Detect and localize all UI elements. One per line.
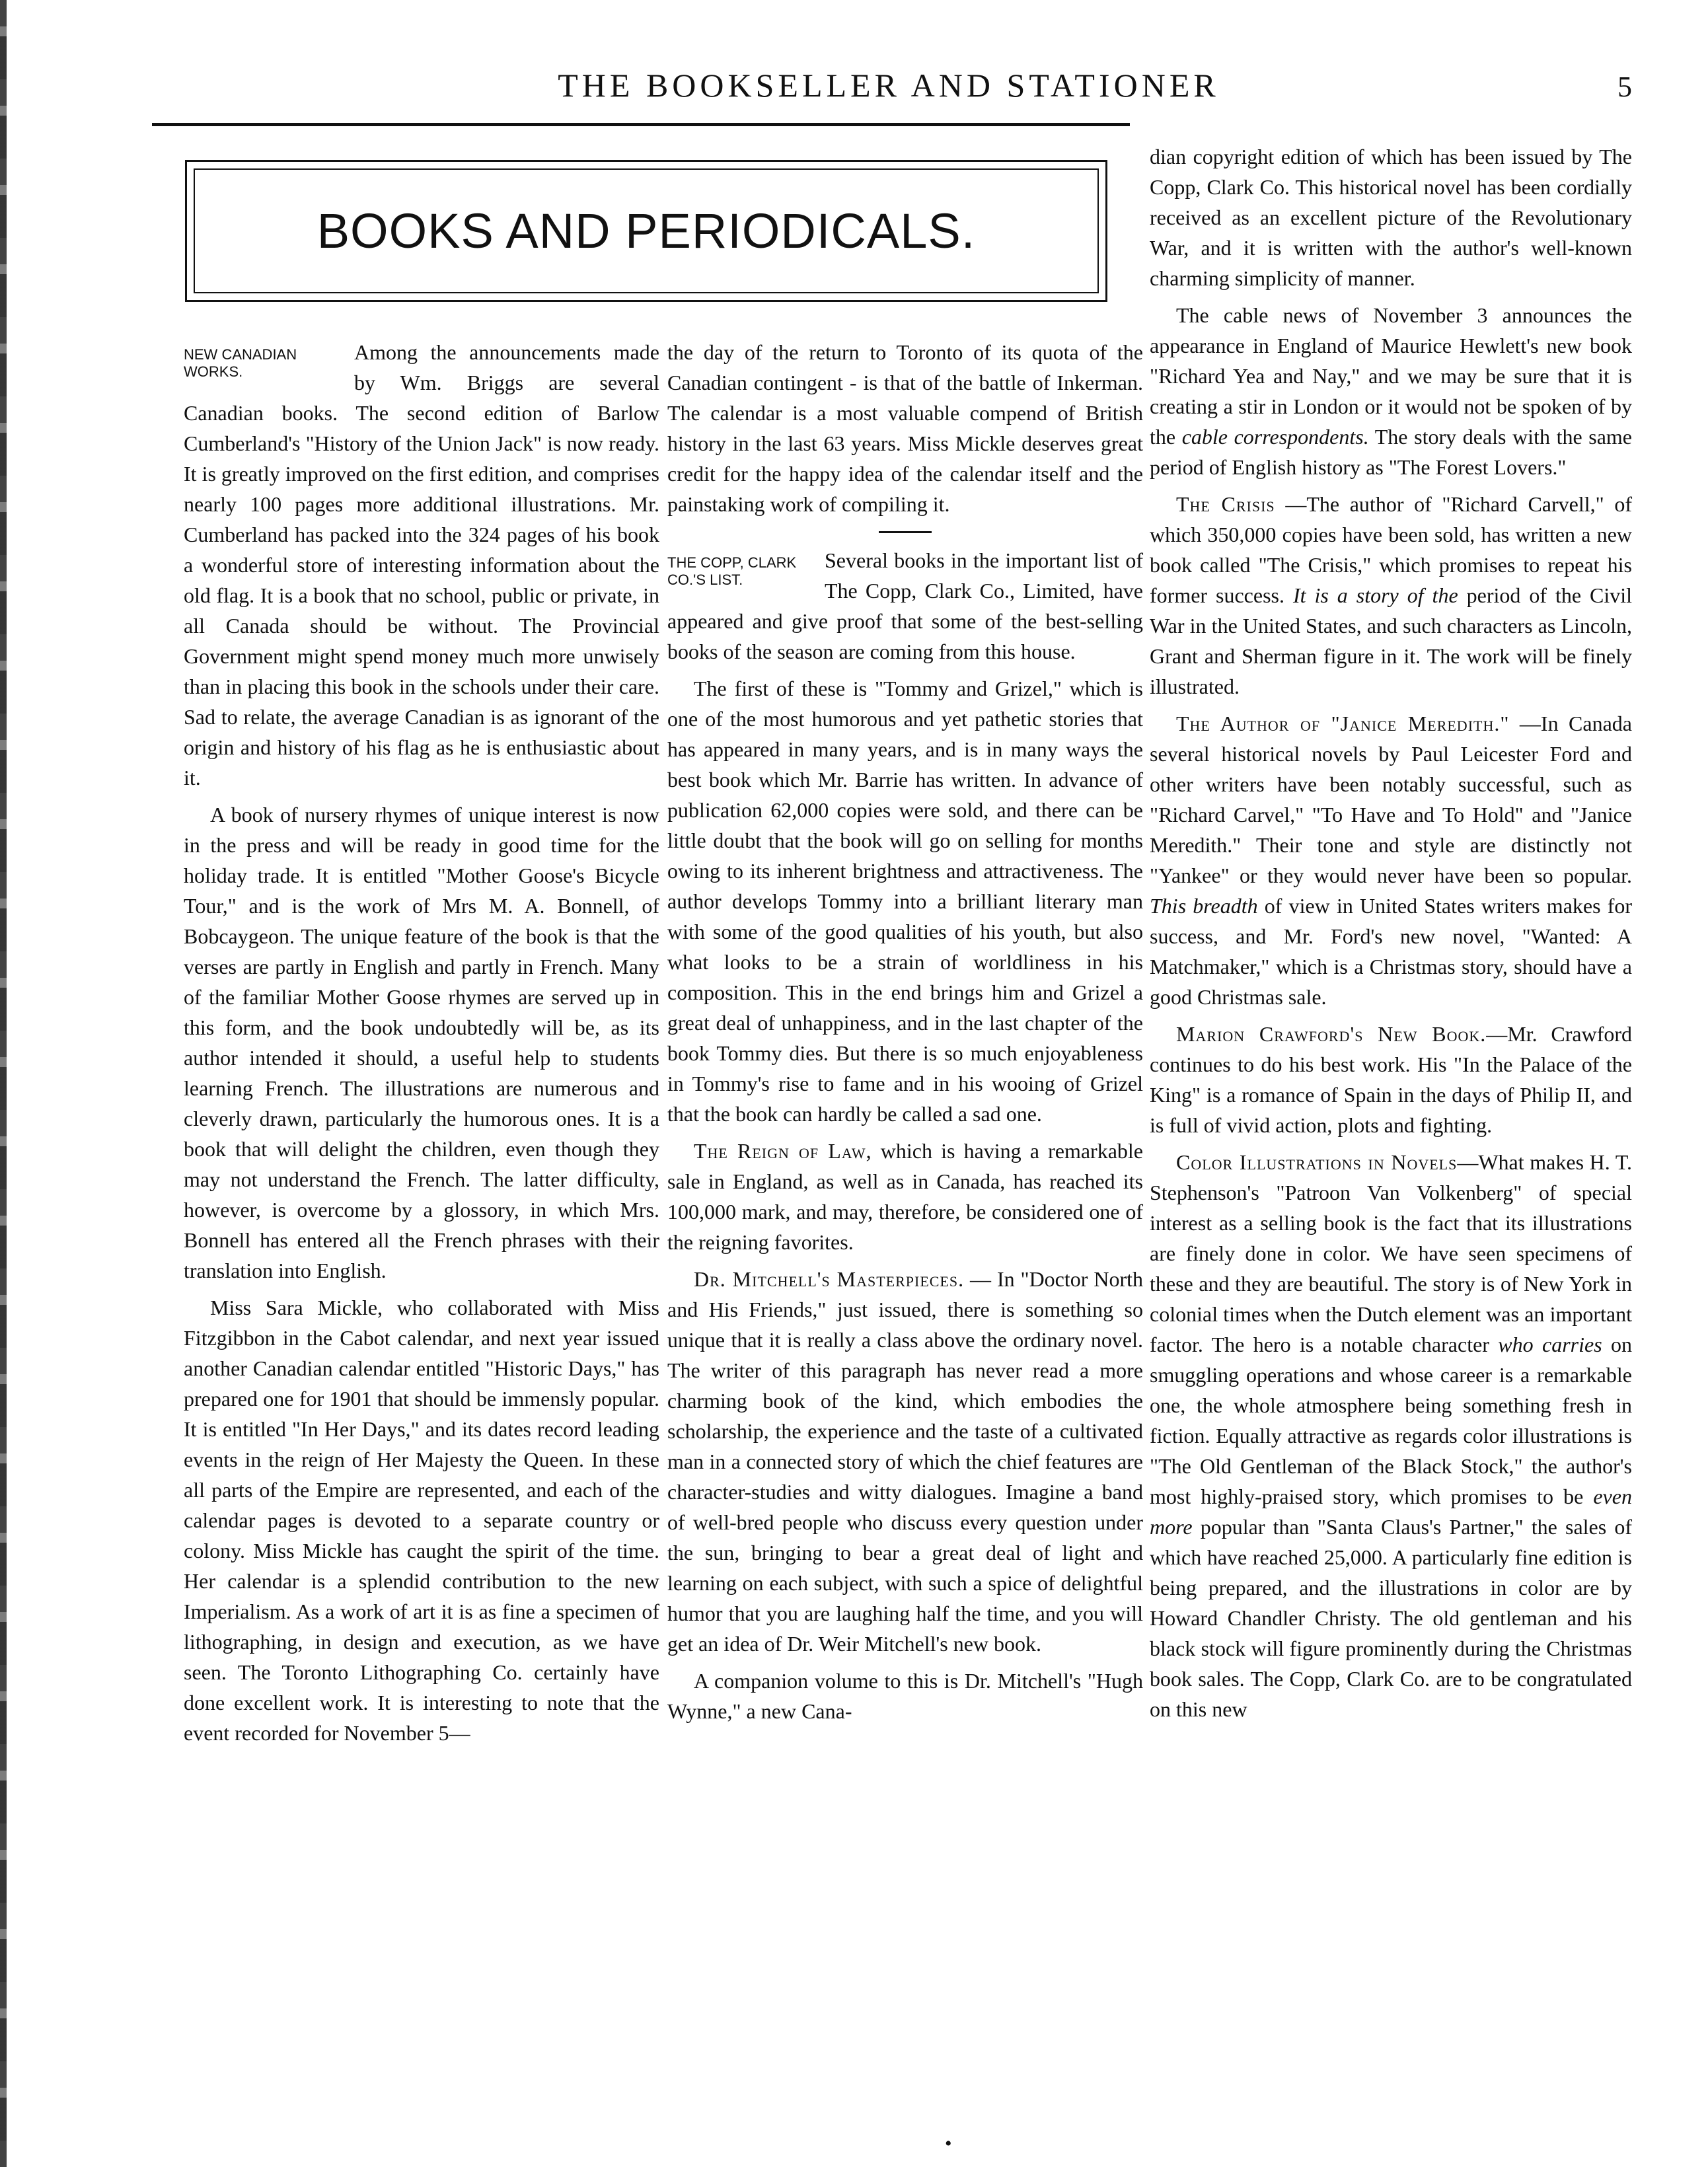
paragraph-lead: Color Illustrations in Novels	[1176, 1150, 1458, 1174]
section-title-box	[185, 160, 1107, 302]
paragraph	[1150, 300, 1632, 482]
paragraph	[667, 1264, 1143, 1659]
header-rule	[152, 123, 1130, 126]
column-2	[667, 337, 1143, 1733]
paragraph-text: of view in United States writers makes for success, and Mr. Ford's new novel, "Wanted: A Matchmaker," which is a Christmas story, should have a good Christmas sale.	[1150, 894, 1633, 1009]
paragraph-italic: It is a story of the	[1292, 583, 1458, 607]
paragraph-lead: The Crisis	[1176, 492, 1275, 516]
section-title-frame	[194, 168, 1099, 293]
paragraph-italic: cable correspondents.	[1181, 425, 1369, 449]
page-mark: •	[945, 2133, 952, 2154]
paragraph-italic: This breadth	[1150, 894, 1258, 918]
paragraph-text: on smuggling operations and whose career is a remarkable one, the whole atmosphere being something fresh in fiction. Equally attractive as regards color illustrations is "The Old Gentleman of the Black Stock," the author's most highly-praised story, which promises to be	[1150, 1333, 1633, 1508]
paragraph-text: —Mr. Crawford continues to do his best work. His "In the Palace of the King" is a romance of Spain in the days of Philip II, and is full of vivid action, plots and fighting.	[1150, 1022, 1632, 1137]
paragraph	[1150, 1147, 1632, 1724]
paragraph-lead: The Reign of Law,	[694, 1139, 872, 1163]
column-1	[184, 337, 659, 1755]
paragraph	[667, 1136, 1143, 1257]
paragraph: Miss Sara Mickle, who collaborated with Miss Fitzgibbon in the Cabot calendar, and next year issued another Canadian calendar entitled "Historic Days," has prepared one for 1901 that should be immensly popular. It is entitled "In Her Days," and its dates record leading events in the reign of Her Majesty the Queen. In these all parts of the Empire are represented, and each of the calendar pages is devoted to a separate country or colony. Miss Mickle has caught the spirit of the time. Her calendar is a splendid contribution to the new Imperialism. As a work of art it is as fine a specimen of lithographing, in design and execution, as we have seen. The Toronto Lithographing Co. certainly have done excellent work. It is interesting to note that the event recorded for November 5—	[184, 1296, 659, 1745]
paragraph-text: — In "Doctor North and His Friends," just issued, there is something so unique that it is really a class above the ordinary novel. The writer of this paragraph has never read a more charming book of the kind, which embodies the scholarship, the experience and the taste of a cultivated man in a connected story of which the chief features are character-studies and witty dialogues. Imagine a band of well-bred people who discuss every question under the sun, bringing to bear a great deal of light and learning on each subject, with such a spice of delightful humor that you are laughing half the time, and you will get an idea of Dr. Weir Mitchell's new book.	[667, 1267, 1143, 1656]
paragraph: Several books in the important list of The Copp, Clark Co., Limited, have appeared and give proof that some of the best-selling books of the season are coming from this house.	[667, 548, 1143, 663]
separator-rule	[879, 531, 932, 533]
paragraph: A companion volume to this is Dr. Mitchell's "Hugh Wynne," a new Cana-	[667, 1669, 1143, 1723]
page-header	[152, 66, 1632, 119]
paragraph-italic: even more	[1150, 1485, 1632, 1539]
paragraph-text: The cable news of November 3 announces the appearance in England of Maurice Hewlett's new book "Richard Yea and Nay," and we may be sure that it is creating a stir in London or it would not be spoken of by the	[1150, 303, 1632, 449]
paragraph	[1150, 708, 1632, 1012]
paragraph: dian copyright edition of which has been issued by The Copp, Clark Co. This historical novel has been cordially received as an excellent picture of the Revolutionary War, and it is written with the author's well-known charming simplicity of manner.	[1150, 145, 1632, 290]
paragraph-text: —The author of "Richard Carvell," of which 350,000 copies have been sold, has written a new book called "The Crisis," which promises to repeat his former success.	[1150, 492, 1633, 607]
column-3	[1150, 141, 1632, 1731]
paragraph-lead: Marion Crawford's New Book.	[1176, 1022, 1487, 1046]
page-number: 5	[1617, 71, 1632, 103]
paragraph: Among the announcements made by Wm. Briggs are several Canadian books. The second edition of Barlow Cumberland's "History of the Union Jack" is now ready. It is greatly improved on the first edition, and comprises nearly 100 pages more additional illustrations. Mr. Cumberland has packed into the 324 pages of his book a wonderful store of interesting information about the old flag. It is a book that no school, public or private, in all Canada should be without. The Provincial Government might spend money much more unwisely than in placing this book in the schools under their care. Sad to relate, the average Canadian is as ignorant of the origin and history of his flag as he is enthusiastic about it.	[184, 340, 659, 790]
section-title: BOOKS AND PERIODICALS.	[316, 203, 976, 258]
paragraph-text: —In Canada several historical novels by Paul Leicester Ford and other writers have been notably successful, such as "Richard Carvel," "To Have and To Hold" and "Janice Meredith." Their tone and style are distinctly not "Yankee" or they would never have been so popular.	[1150, 712, 1633, 887]
paragraph-italic: who carries	[1498, 1333, 1602, 1356]
scan-edge	[0, 0, 7, 2167]
paragraph-text: The story deals with the same period of English history as "The Forest Lovers."	[1150, 425, 1633, 479]
paragraph-text: period of the Civil War in the United States, and such characters as Lincoln, Grant and Sherman figure in it. The work will be finely illustrated.	[1150, 583, 1633, 698]
sidehead-copp-clark-list: THE COPP, CLARK CO.'S LIST.	[667, 554, 797, 588]
paragraph	[1150, 1019, 1632, 1140]
paragraph-lead: The Author of "Janice Meredith."	[1176, 712, 1510, 735]
paragraph-text: —What makes H. T. Stephenson's "Patroon Van Volkenberg" of special interest as a selling book is the fact that its illustrations are finely done in color. We have seen specimens of these and they are beautiful. The story is of New York in colonial times when the Dutch element was an important factor. The hero is a notable character	[1150, 1150, 1633, 1356]
paragraph: the day of the return to Toronto of its quota of the Canadian contingent - is that of the battle of Inkerman. The calendar is a most valuable compend of British history in the last 63 years. Miss Mickle deserves great credit for the happy idea of the calendar itself and the painstaking work of compiling it.	[667, 340, 1143, 516]
paragraph: A book of nursery rhymes of unique interest is now in the press and will be ready in good time for the holiday trade. It is entitled "Mother Goose's Bicycle Tour," and is the work of Mrs M. A. Bonnell, of Bobcaygeon. The unique feature of the book is that the verses are partly in English and partly in French. Many of the familiar Mother Goose rhymes are served up in this form, and the book undoubtedly will be, as its author intended it should, a useful help to students learning French. The illustrations are numerous and cleverly drawn, particularly the humorous ones. It is a book that will delight the children, even though they may not understand the French. The latter difficulty, however, is overcome by a glossory, in which Mrs. Bonnell has entered all the French phrases with their translation into English.	[184, 803, 659, 1282]
running-title: THE BOOKSELLER AND STATIONER	[558, 67, 1220, 104]
paragraph-lead: Dr. Mitchell's Masterpieces.	[694, 1267, 965, 1291]
paragraph-text: popular than "Santa Claus's Partner," the sales of which have reached 25,000. A particularly fine edition is being prepared, and the illustrations in color are by Howard Chandler Christy. The old gentleman and his black stock will figure prominently during the Christmas book sales. The Copp, Clark Co. are to be congratulated on this new	[1150, 1515, 1632, 1721]
paragraph-text: which is having a remarkable sale in England, as well as in Canada, has reached its 100,000 mark, and may, therefore, be considered one of the reigning favorites.	[667, 1139, 1143, 1254]
paragraph	[1150, 489, 1632, 702]
sidehead-new-canadian-works: NEW CANADIAN WORKS.	[184, 346, 297, 380]
paragraph: The first of these is "Tommy and Grizel," which is one of the most humorous and yet pathetic stories that has appeared in many years, and is in many ways the best book which Mr. Barrie has written. In advance of publication 62,000 copies were sold, and there can be little doubt that the book will go on selling for months owing to its inherent brightness and attractiveness. The author develops Tommy into a brilliant literary man with some of the good qualities of his youth, but also what looks to be a strain of worldliness in his composition. This in the end brings him and Grizel a great deal of unhappiness, and in the last chapter of the book Tommy dies. But there is so much enjoyableness in Tommy's rise to fame and in his wooing of Grizel that the book can hardly be called a sad one.	[667, 677, 1143, 1126]
